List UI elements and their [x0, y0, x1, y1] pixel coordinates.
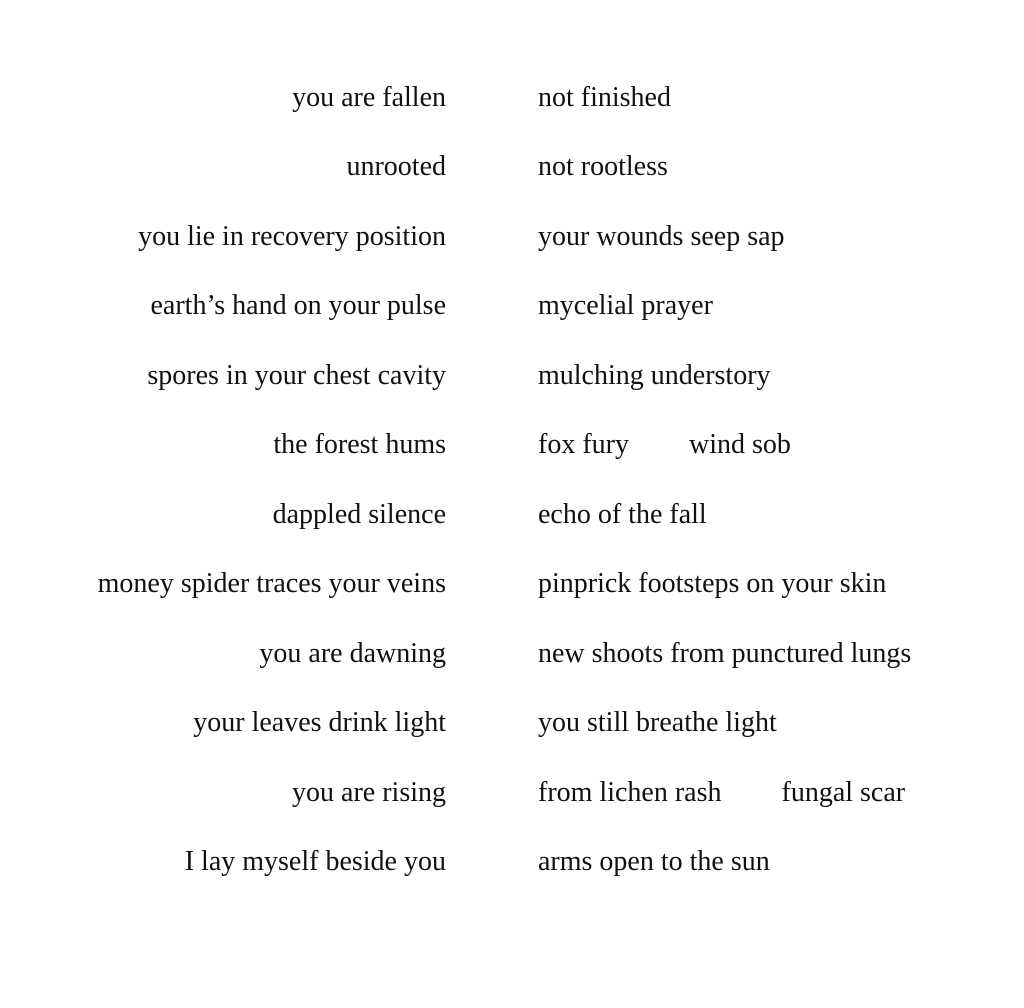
right-column-text — [538, 356, 771, 396]
right-phrase-second: wind sob — [688, 429, 791, 460]
right-phrase: echo of the fall — [538, 499, 707, 530]
right-column-text — [538, 842, 770, 882]
poem-line — [0, 356, 1024, 396]
left-column-text: you are rising — [292, 777, 446, 808]
poem-line — [0, 286, 1024, 326]
left-column-text: money spider traces your veins — [97, 568, 446, 599]
poem-line — [0, 564, 1024, 604]
poem-line — [0, 773, 1024, 813]
right-phrase: new shoots from punctured lungs — [538, 638, 912, 669]
right-phrase: pinprick footsteps on your skin — [538, 568, 887, 599]
left-column-text: you are dawning — [259, 638, 446, 669]
right-column-text — [538, 773, 905, 813]
right-phrase: arms open to the sun — [538, 846, 770, 877]
poem-line — [0, 495, 1024, 535]
right-phrase: mycelial prayer — [538, 290, 713, 321]
right-phrase: fox fury — [538, 429, 629, 460]
left-column-text: earth’s hand on your pulse — [150, 290, 446, 321]
poem-line — [0, 842, 1024, 882]
right-phrase: not rootless — [538, 151, 668, 182]
poem-line — [0, 634, 1024, 674]
right-phrase: you still breathe light — [538, 707, 777, 738]
right-column-text — [538, 286, 713, 326]
left-column-text: dappled silence — [272, 499, 446, 530]
left-column-text: you lie in recovery position — [138, 221, 446, 252]
right-column-text — [538, 703, 777, 743]
right-column-text — [538, 564, 886, 604]
right-phrase: your wounds seep sap — [538, 221, 785, 252]
poem-line — [0, 78, 1024, 118]
left-column-text: I lay myself beside you — [184, 846, 446, 877]
left-column-text: spores in your chest cavity — [147, 360, 446, 391]
right-phrase-second: fungal scar — [781, 777, 906, 808]
left-column-text: unrooted — [346, 151, 446, 182]
right-column-text — [538, 217, 785, 257]
right-phrase: from lichen rash — [538, 777, 722, 808]
left-column-text: you are fallen — [292, 82, 446, 113]
right-phrase: not finished — [538, 82, 671, 113]
right-column-text — [538, 634, 911, 674]
right-column-text — [538, 425, 791, 465]
right-column-text — [538, 147, 668, 187]
right-column-text — [538, 78, 671, 118]
poem-line — [0, 147, 1024, 187]
poem-line — [0, 703, 1024, 743]
left-column-text: the forest hums — [273, 429, 446, 460]
poem-line — [0, 425, 1024, 465]
right-phrase: mulching understory — [538, 360, 771, 391]
left-column-text: your leaves drink light — [193, 707, 446, 738]
poem-line — [0, 217, 1024, 257]
right-column-text — [538, 495, 707, 535]
